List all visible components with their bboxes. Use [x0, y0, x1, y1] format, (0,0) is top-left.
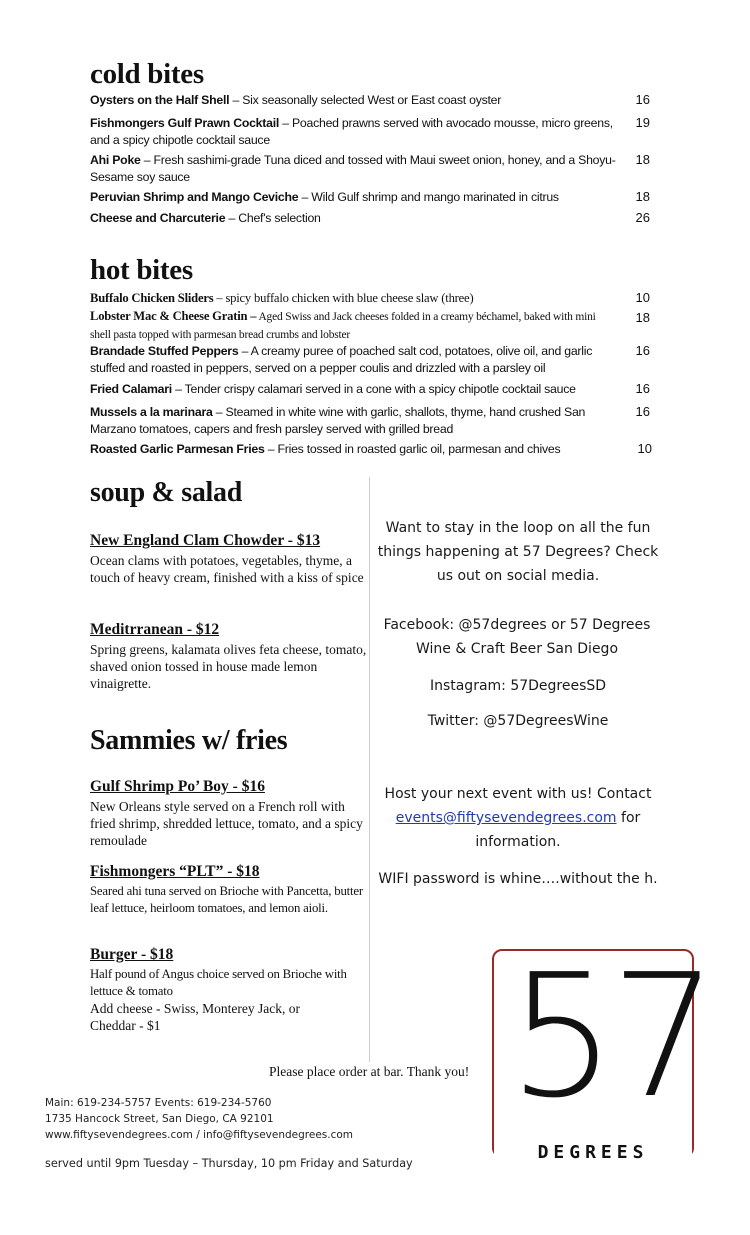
menu-item: Roasted Garlic Parmesan Fries – Fries tossed in roasted garlic oil, parmesan and chives [90, 442, 561, 456]
instagram-info: Instagram: 57DegreesSD [429, 678, 607, 694]
twitter-info: Twitter: @57DegreesWine [427, 713, 609, 729]
57-degrees-logo [492, 938, 713, 1163]
order-note: Please place order at bar. Thank you! [269, 1064, 470, 1079]
menu-item: Oysters on the Half Shell – Six seasonally selected West or East coast oyster [90, 93, 502, 107]
menu-price: 16 [635, 381, 650, 396]
dish-addon: Add cheese - Swiss, Monterey Jack, or Cheddar - $1 [90, 1001, 300, 1033]
menu-item: Brandade Stuffed Peppers – A creamy puree of poached salt cod, potatoes, olive oil, and garlic stuffed and roasted in peppers, served on a pepper coulis and drizzled with a parsley oil [90, 344, 593, 375]
dish-description: Half pound of Angus choice served on Brioche with lettuce & tomato [90, 967, 347, 998]
menu-price: 16 [635, 343, 650, 358]
soup-salad-heading: soup & salad [90, 477, 243, 508]
menu-item: Lobster Mac & Cheese Gratin – Aged Swiss and Jack cheeses folded in a creamy béchamel, baked with mini shell pasta topped with parmesan bread crumbs and lobster [90, 309, 596, 341]
menu-price: 18 [635, 310, 650, 325]
sammies-heading: Sammies w/ fries [90, 725, 288, 756]
dish-title: Gulf Shrimp Po’ Boy - $16 [90, 778, 265, 795]
menu-item: Peruvian Shrimp and Mango Ceviche – Wild Gulf shrimp and mango marinated in citrus [90, 190, 559, 204]
menu-price: 16 [635, 92, 650, 107]
menu-item: Buffalo Chicken Sliders – spicy buffalo chicken with blue cheese slaw (three) [90, 291, 474, 305]
menu-price: 10 [637, 441, 652, 456]
dish-title: Fishmongers “PLT” - $18 [90, 863, 260, 880]
dish-title: Meditrranean - $12 [90, 621, 220, 638]
menu-price: 18 [635, 152, 650, 167]
hot-bites-heading: hot bites [90, 254, 193, 286]
footer-web[interactable]: www.fiftysevendegrees.com / info@fiftysevendegrees.com [45, 1129, 354, 1141]
dish-title: New England Clam Chowder - $13 [90, 532, 321, 549]
social-intro: Want to stay in the loop on all the fun things happening at 57 Degrees? Check us out on social media. [377, 520, 659, 584]
dish-description: New Orleans style served on a French roll with fried shrimp, shredded lettuce, tomato, and a spicy remoulade [90, 799, 363, 848]
menu-price: 19 [635, 115, 650, 130]
menu-price: 16 [635, 404, 650, 419]
facebook-info: Facebook: @57degrees or 57 Degrees Wine & Craft Beer San Diego [383, 617, 651, 657]
event-email-link[interactable]: events@fiftysevendegrees.com [395, 810, 617, 826]
logo-word: DEGREES [494, 1144, 692, 1162]
dish-description: Ocean clams with potatoes, vegetables, thyme, a touch of heavy cream, finished with a kiss of spice [90, 553, 364, 585]
dish-title: Burger - $18 [90, 946, 174, 963]
wifi-info: WIFI password is whine….without the h. [378, 871, 658, 887]
cold-bites-heading: cold bites [90, 58, 204, 90]
footer-phones: Main: 619-234-5757 Events: 619-234-5760 [45, 1097, 272, 1109]
menu-price: 10 [635, 290, 650, 305]
menu-item: Cheese and Charcuterie – Chef's selection [90, 211, 321, 225]
menu-item: Ahi Poke – Fresh sashimi-grade Tuna diced and tossed with Maui sweet onion, honey, and a Shoyu-Sesame soy sauce [90, 153, 616, 184]
menu-price: 26 [635, 210, 650, 225]
menu-item: Fishmongers Gulf Prawn Cocktail – Poached prawns served with avocado mousse, micro greens, and a spicy chipotle cocktail sauce [90, 116, 613, 147]
menu-price: 18 [635, 189, 650, 204]
footer-address: 1735 Hancock Street, San Diego, CA 92101 [45, 1113, 274, 1125]
menu-item: Mussels a la marinara – Steamed in white wine with garlic, shallots, thyme, hand crushed San Marzano tomatoes, capers and fresh parsley served with grilled bread [90, 405, 586, 436]
event-info: Host your next event with us! Contact events@fiftysevendegrees.com for information. [384, 786, 652, 850]
dish-description: Spring greens, kalamata olives feta cheese, tomato, shaved onion tossed in house made lemon vinaigrette. [90, 642, 367, 691]
menu-item: Fried Calamari – Tender crispy calamari served in a cone with a spicy chipotle cocktail sauce [90, 382, 576, 396]
dish-description: Seared ahi tuna served on Brioche with Pancetta, butter leaf lettuce, heirloom tomatoes, and lemon aioli. [90, 884, 363, 915]
footer-hours: served until 9pm Tuesday – Thursday, 10 pm Friday and Saturday [45, 1157, 413, 1170]
logo-number: 57 [508, 938, 713, 1136]
